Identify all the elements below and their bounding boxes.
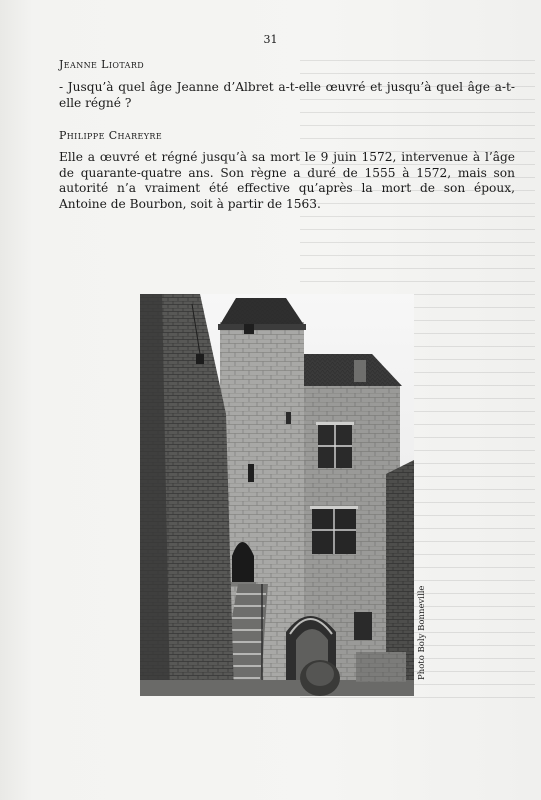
speaker-name-respondent: Philippe Chareyre [59, 129, 163, 142]
interview-question: - Jusqu’à quel âge Jeanne d’Albret a-t-elle œuvré et jusqu’à quel âge a-t-elle régné ? [59, 80, 515, 110]
page-number: 31 [263, 33, 278, 46]
photo-credit: Photo Boly Bonneville [417, 585, 427, 680]
castle-courtyard-photo [140, 294, 414, 696]
photo-illustration [140, 294, 414, 696]
speaker-name-interviewer: Jeanne Liotard [59, 58, 145, 71]
interview-answer: Elle a œuvré et régné jusqu’à sa mort le 9 juin 1572, intervenue à l’âge de quarante-quatre ans. Son règne a duré de 1555 à 1572, mais son autorité n’a vraiment été effective qu’après la mort de son époux, Antoine de Bourbon, soit à partir de 1563. [59, 150, 515, 211]
